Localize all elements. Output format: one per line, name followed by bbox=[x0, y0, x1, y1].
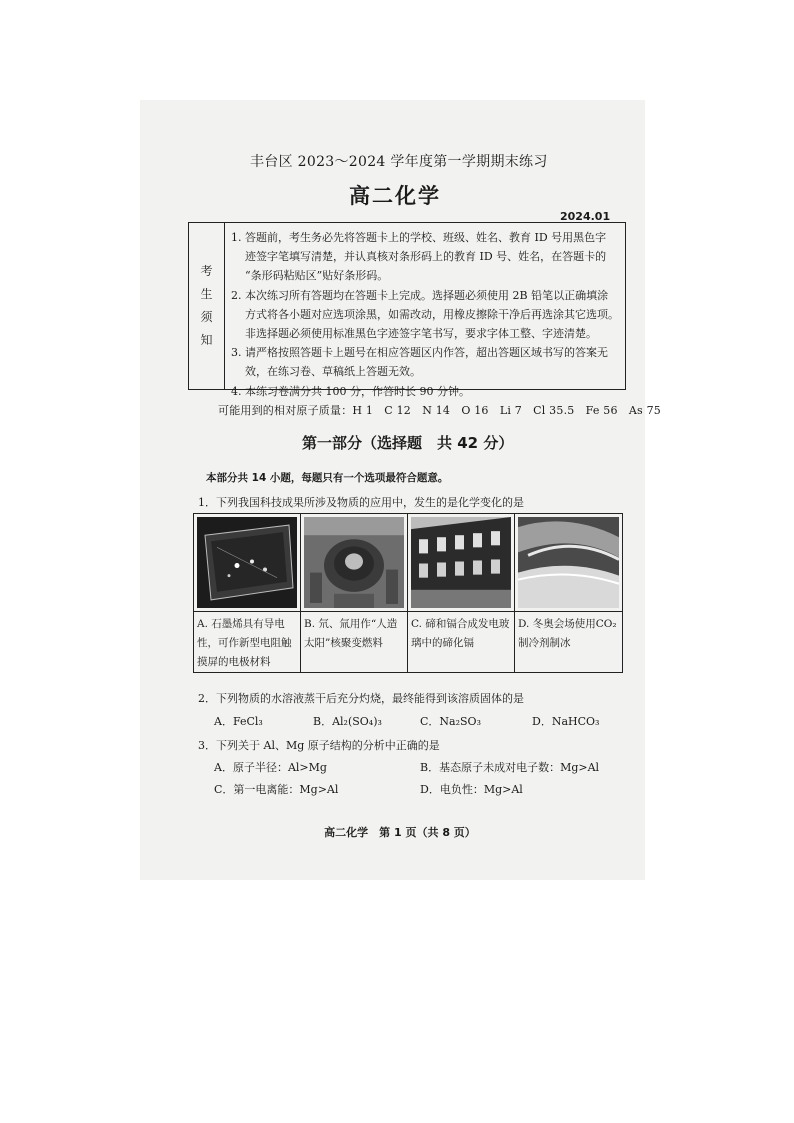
notice-line: 3. 请严格按照答题卡上题号在相应答题区内作答，超出答题区域书写的答案无 bbox=[231, 346, 608, 360]
question-2-stem: 2．下列物质的水溶液蒸干后充分灼烧，最终能得到该溶质固体的是 bbox=[198, 692, 524, 705]
notice-label-char: 须 bbox=[200, 310, 213, 324]
notice-label-char: 生 bbox=[200, 287, 213, 301]
question-1-image-table bbox=[193, 513, 623, 673]
exam-date: 2024.01 bbox=[560, 210, 611, 223]
question-3-option-c: C．第一电离能：Mg>Al bbox=[214, 783, 339, 796]
notice-label bbox=[189, 223, 225, 389]
notice-line: 方式将各小题对应选项涂黑，如需改动，用橡皮擦除干净后再选涂其它选项。 bbox=[245, 307, 619, 321]
part-one-title: 第一部分（选择题 共 42 分） bbox=[302, 434, 514, 452]
question-3-option-d: D．电负性：Mg>Al bbox=[420, 783, 523, 796]
notice-line: 效，在练习卷、草稿纸上答题无效。 bbox=[245, 365, 421, 379]
question-1-stem: 1．下列我国科技成果所涉及物质的应用中，发生的是化学变化的是 bbox=[198, 496, 524, 509]
option-d-caption: D. 冬奥会场使用CO₂制冷剂制冰 bbox=[518, 618, 617, 649]
exam-header-line: 丰台区 2023～2024 学年度第一学期期末练习 bbox=[250, 154, 548, 170]
option-c-caption: C. 碲和镉合成发电玻璃中的碲化镉 bbox=[408, 612, 515, 672]
question-3-option-b: B．基态原子未成对电子数：Mg>Al bbox=[420, 761, 600, 774]
notice-line: 2. 本次练习所有答题均在答题卡上完成。选择题必须使用 2B 铅笔以正确填涂 bbox=[231, 288, 609, 302]
notice-line: 4. 本练习卷满分共 100 分，作答时长 90 分钟。 bbox=[231, 384, 470, 398]
question-2-option-d: D．NaHCO₃ bbox=[532, 715, 600, 728]
ice-rink-photo bbox=[515, 514, 622, 612]
power-glass-building-photo bbox=[408, 514, 515, 612]
page-footer: 高二化学 第 1 页（共 8 页） bbox=[324, 826, 476, 839]
question-3-stem: 3．下列关于 Al、Mg 原子结构的分析中正确的是 bbox=[198, 739, 440, 752]
atomic-masses-line: 可能用到的相对原子质量：H 1 C 12 N 14 O 16 Li 7 Cl 35.5 Fe 56 As 75 bbox=[218, 404, 661, 417]
part-one-intro: 本部分共 14 小题，每题只有一个选项最符合题意。 bbox=[206, 472, 449, 484]
question-3-option-a: A．原子半径：Al>Mg bbox=[214, 761, 327, 774]
option-a-caption: A. 石墨烯具有导电性，可作新型电阻触摸屏的电极材料 bbox=[194, 612, 301, 672]
question-2-option-a: A．FeCl₃ bbox=[214, 715, 263, 728]
option-b-caption: B. 氘、氚用作“人造太阳”核聚变燃料 bbox=[301, 612, 408, 672]
notice-label-char: 考 bbox=[200, 264, 213, 278]
notice-line: “条形码粘贴区”贴好条形码。 bbox=[245, 269, 389, 283]
notice-line: 1. 答题前，考生务必先将答题卡上的学校、班级、姓名、教育 ID 号用黑色字 bbox=[231, 231, 607, 244]
notice-line: 非选择题必须使用标准黑色字迹签字笔书写，要求字体工整、字迹清楚。 bbox=[245, 327, 597, 341]
question-2-option-c: C．Na₂SO₃ bbox=[420, 715, 481, 728]
question-2-option-b: B．Al₂(SO₄)₃ bbox=[313, 715, 382, 728]
notice-label-char: 知 bbox=[200, 333, 213, 347]
fusion-reactor-photo bbox=[301, 514, 408, 612]
notice-line: 迹签字笔填写清楚，并认真核对条形码上的教育 ID 号、姓名，在答题卡的 bbox=[245, 250, 607, 264]
notice-body bbox=[225, 223, 625, 398]
candidate-notice-box bbox=[188, 222, 626, 398]
graphene-screen-photo bbox=[194, 514, 301, 612]
subject-title: 高二化学 bbox=[349, 184, 441, 208]
